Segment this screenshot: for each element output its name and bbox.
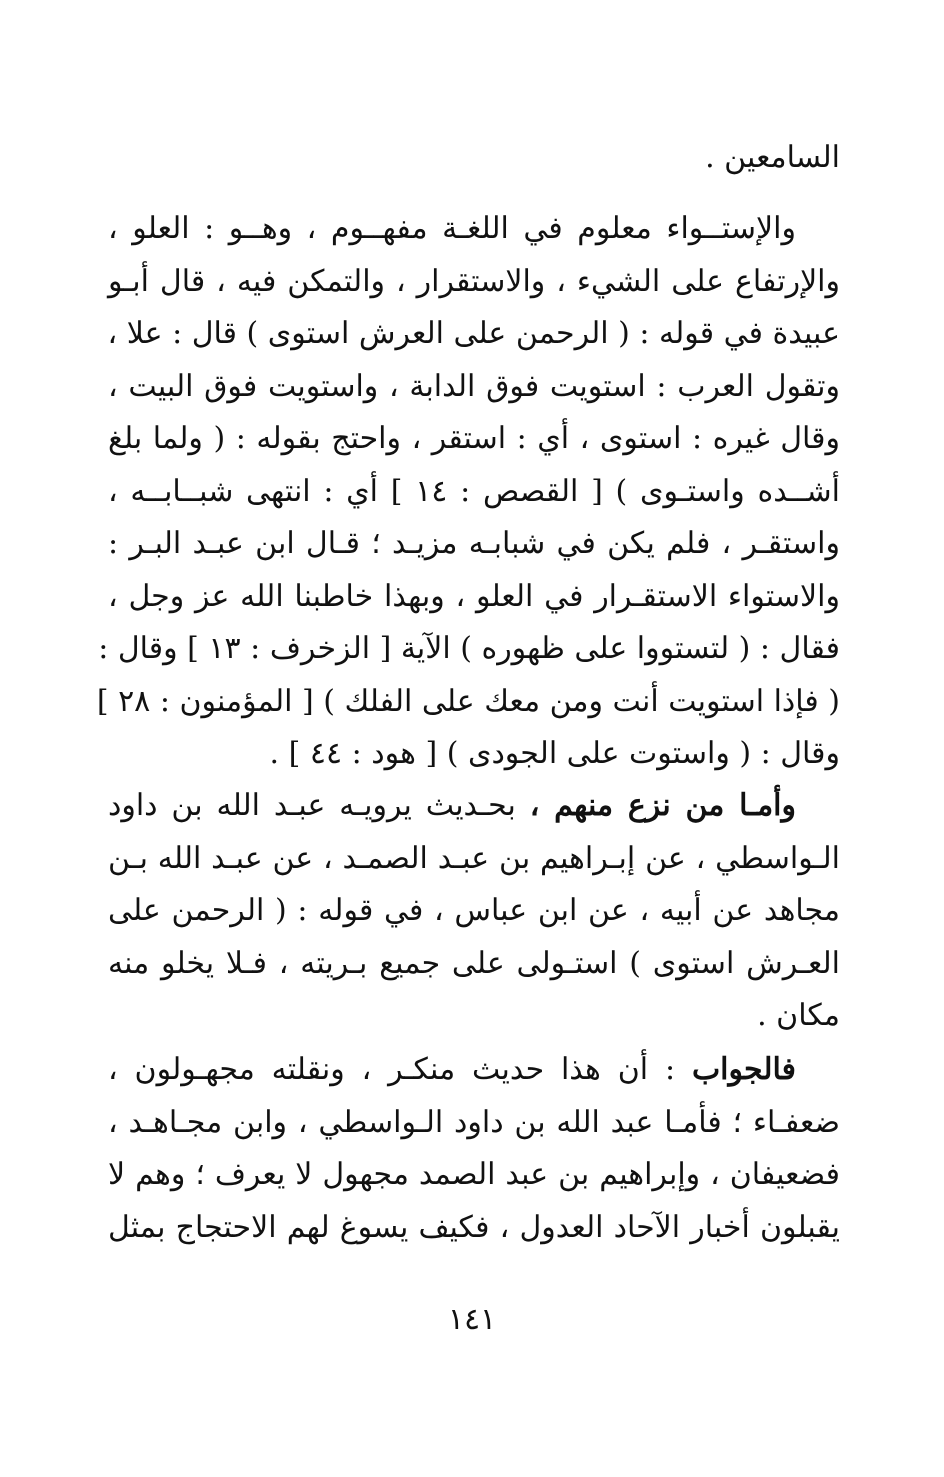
line-text: ضعفـاء ؛ فأمـا عبد الله بن داود الـواسطي ، وابن مجـاهـد ،: [108, 1104, 840, 1140]
line-text: مكان .: [757, 998, 840, 1033]
text-line: [108, 132, 840, 185]
text-line: [108, 1044, 840, 1097]
line-text: السامعين .: [705, 140, 840, 175]
line-text: أشــده واستـوى ) [ القصص : ١٤ ] أي : انتهى شبــابــه ،: [108, 473, 840, 509]
line-text: وقال غيره : استوى ، أي : استقر ، واحتج بقوله : ( ولما بلغ: [108, 421, 840, 456]
line-text: والإرتفاع على الشيء ، والاستقرار ، والتمكن فيه ، قال أبـو: [108, 263, 840, 299]
paragraph-objection: [108, 780, 840, 1043]
text-line: [108, 203, 840, 256]
text-line: [108, 1149, 840, 1202]
line-text: العـرش استوى ) استـولى على جميع بـريته ، فـلا يخلو منه: [108, 945, 840, 981]
paragraph-lead: فالجواب: [691, 1052, 796, 1087]
text-line: [108, 1202, 840, 1255]
line-text: واستقـر ، فلم يكن في شبابـه مزيـد ؛ قـال ابن عبـد البـر :: [108, 526, 840, 561]
text-line: [96, 676, 840, 729]
paragraph-lead: وأمـا من نزع منهم ،: [529, 788, 796, 823]
text-line: [98, 623, 840, 676]
text-line: [108, 990, 840, 1043]
text-line: [108, 938, 840, 991]
text-line: [108, 256, 840, 309]
text-line: [108, 1097, 840, 1150]
line-text: ( فإذا استويت أنت ومن معك على الفلك ) [ المؤمنون : ٢٨ ]: [96, 683, 840, 719]
text-line: [108, 885, 840, 938]
text-line: [108, 728, 840, 781]
text-line: [108, 413, 840, 466]
text-line: [108, 833, 840, 886]
text-line: [108, 308, 840, 361]
line-text: فضعيفان ، وإبراهيم بن عبد الصمد مجهول لا يعرف ؛ وهم لا: [108, 1157, 840, 1192]
text-line: [108, 518, 840, 571]
text-line: [108, 571, 840, 624]
line-text: : أن هذا حديث منكـر ، ونقلته مجهـولون ،: [108, 1052, 692, 1087]
paragraph-istiwa-definition: [96, 203, 840, 781]
line-text: بحـديث يرويـه عبـد الله بن داود: [108, 788, 530, 823]
line-text: والإستــواء معلوم في اللغـة مفهــوم ، وهــو : العلو ،: [108, 211, 796, 246]
line-text: وقال : ( واستوت على الجودى ) [ هود : ٤٤ ] .: [269, 736, 840, 771]
line-text: وتقول العرب : استويت فوق الدابة ، واستويت فوق البيت ،: [108, 368, 840, 404]
text-line: [108, 361, 840, 414]
paragraph-continuation: [108, 132, 840, 185]
paragraph-answer: [108, 1044, 840, 1254]
page-number: ١٤١: [447, 1302, 497, 1337]
line-text: والاستواء الاستقـرار في العلو ، وبهذا خاطبنا الله عز وجل ،: [108, 578, 840, 614]
line-text: فقال : ( لتستووا على ظهوره ) الآية [ الزخرف : ١٣ ] وقال :: [98, 631, 840, 666]
line-text: عبيدة في قوله : ( الرحمن على العرش استوى ) قال : علا ،: [107, 316, 840, 351]
text-line: [108, 466, 840, 519]
line-text: يقبلون أخبار الآحاد العدول ، فكيف يسوغ لهم الاحتجاج بمثل: [108, 1209, 840, 1245]
text-line: [108, 780, 840, 833]
line-text: الـواسطي ، عن إبـراهيم بن عبـد الصمـد ، عن عبـد الله بـن: [108, 840, 840, 876]
line-text: مجاهد عن أبيه ، عن ابن عباس ، في قوله : ( الرحمن على: [108, 893, 840, 928]
